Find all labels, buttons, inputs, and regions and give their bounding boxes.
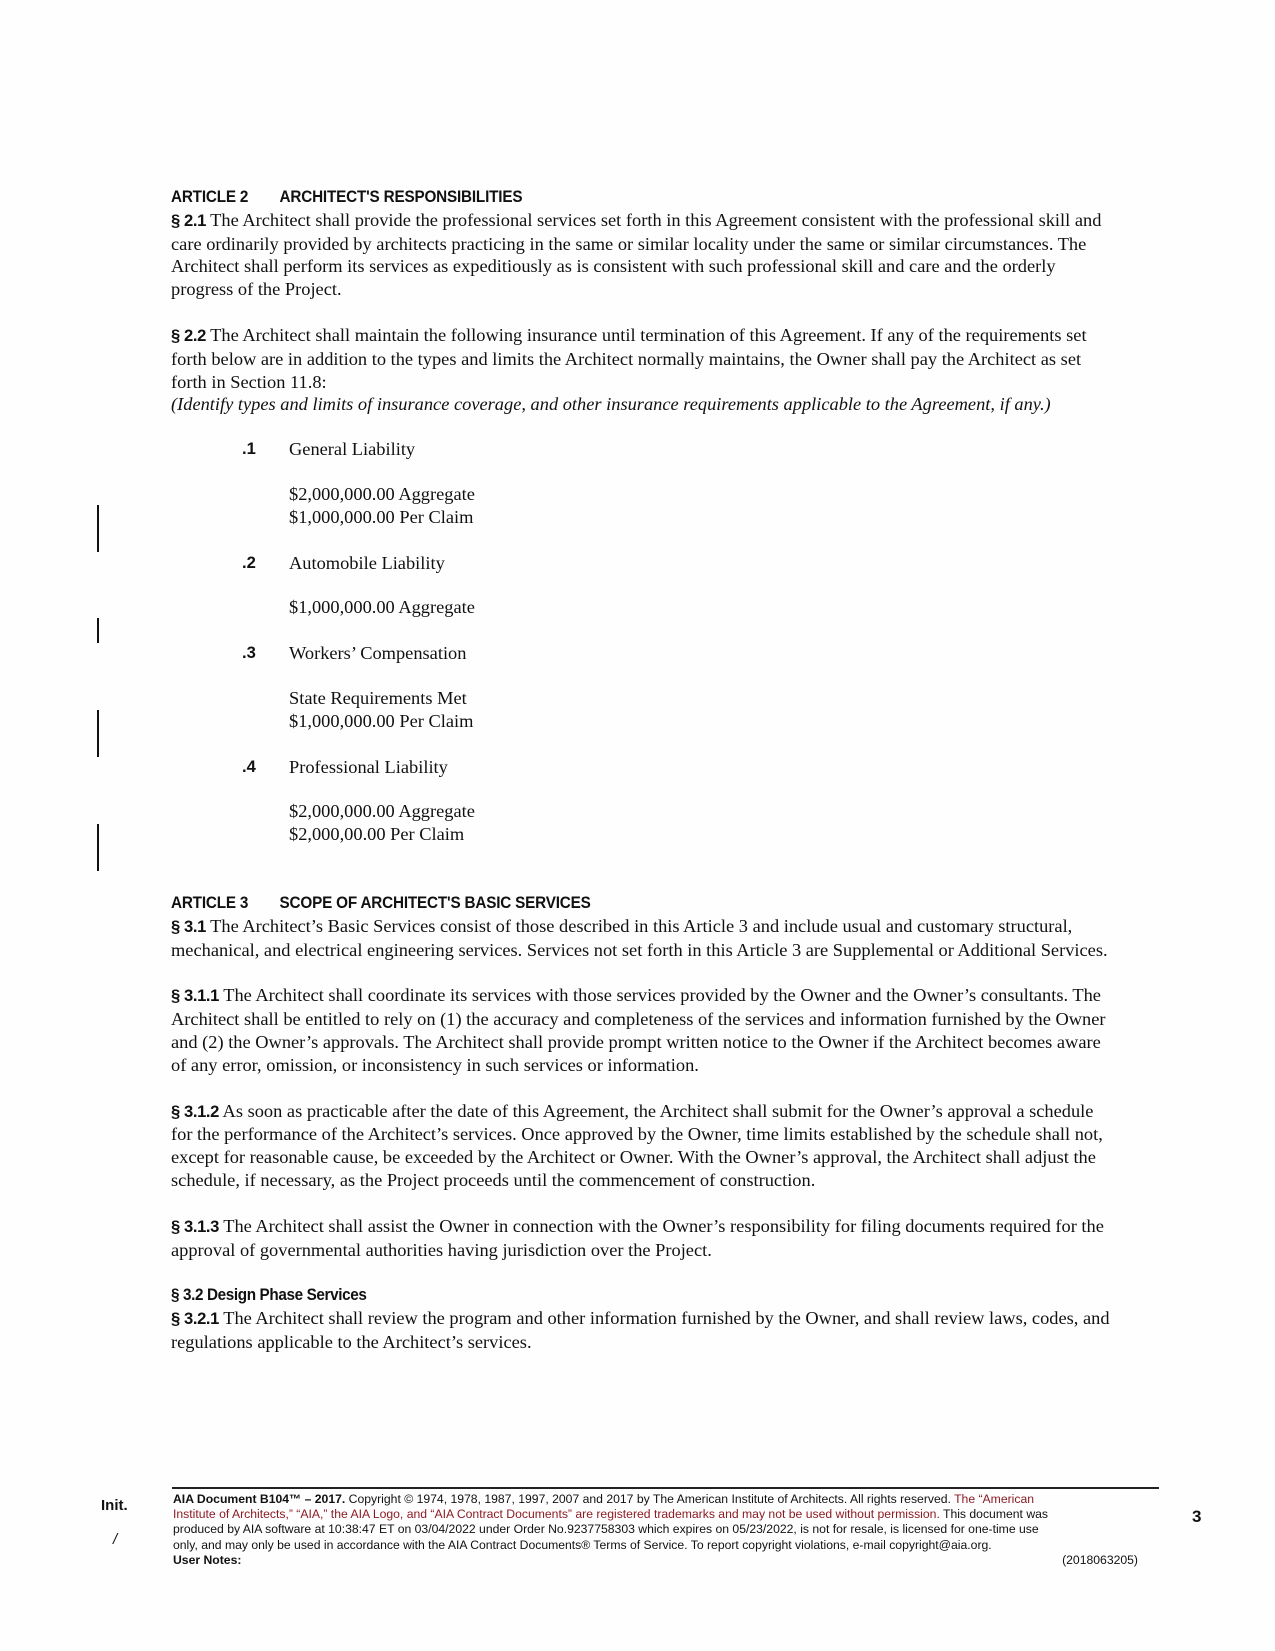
license-text: This document was [939, 1507, 1048, 1522]
section-text: The Architect shall review the program and other information furnished by the Owner, and shall review laws, codes, and regulations applicable to the Architect’s services. [171, 1308, 1110, 1352]
section-2-2 [171, 324, 1111, 393]
section-label: § 3.2.1 [171, 1309, 219, 1329]
footer-line-3: produced by AIA software at 10:38:47 ET on 03/04/2022 under Order No.9237758303 which expires on 05/23/2022, is not for resale, is licensed for one-time use [173, 1522, 1039, 1537]
section-3-2-heading: § 3.2 Design Phase Services [171, 1285, 367, 1305]
insurance-item [171, 438, 1111, 528]
trademark-notice: Institute of Architects,” “AIA,” the AIA Logo, and “AIA Contract Documents” are registered trademarks and may not be used without permission. [173, 1507, 940, 1522]
footer-line-4: only, and may only be used in accordance with the AIA Contract Documents® Terms of Service. To report copyright violations, e-mail copyright@aia.org. [173, 1537, 992, 1552]
section-label: § 3.1 [171, 916, 206, 936]
insurance-limit: $2,000,00.00 Per Claim [289, 824, 465, 845]
insurance-limit: State Requirements Met [289, 687, 467, 708]
document-name: AIA Document B104™ – 2017. [173, 1492, 346, 1506]
initials-slash: / [113, 1531, 118, 1548]
document-code: (2018063205) [1062, 1552, 1138, 1567]
document-body [171, 186, 1111, 1354]
section-label: § 2.2 [171, 325, 206, 345]
section-text: The Architect shall maintain the following insurance until termination of this Agreement. If any of the requirements set forth below are in addition to the types and limits the Architect normally maintains, the Owner shall pay the Architect as set forth in Section 11.8: [171, 324, 1087, 392]
section-3-1 [171, 915, 1111, 962]
insurance-limit: $2,000,000.00 Aggregate [289, 801, 475, 822]
section-label: § 2.1 [171, 210, 206, 230]
trademark-notice: The “American [954, 1492, 1035, 1506]
section-text: The Architect shall assist the Owner in connection with the Owner’s responsibility for filing documents required for the approval of governmental authorities having jurisdiction over the Project. [171, 1215, 1104, 1260]
user-notes-label: User Notes: [173, 1552, 242, 1567]
initials-label: Init. [101, 1497, 128, 1514]
article-number: ARTICLE 2 [171, 187, 249, 206]
insurance-item [171, 552, 1111, 620]
insurance-item-number: .3 [242, 643, 256, 663]
section-text: The Architect’s Basic Services consist of those described in this Article 3 and include usual and customary structural, mechanical, and electrical engineering services. Services not set forth in this Article 3 are Supplemental or Additional Services. [171, 915, 1108, 960]
article-number: ARTICLE 3 [171, 892, 249, 912]
insurance-limit: $1,000,000.00 Aggregate [289, 597, 475, 618]
revision-bar [97, 710, 99, 757]
section-label: § 3.1.1 [171, 986, 219, 1006]
insurance-item [171, 756, 1111, 846]
section-text: The Architect shall provide the professional services set forth in this Agreement consistent with the professional skill and care ordinarily provided by architects practicing in the same or similar locality under the same or similar circumstances. The Architect shall perform its services as expeditiously as is consistent with such professional skill and care and the orderly progress of the Project. [171, 209, 1102, 300]
page-number: 3 [1192, 1507, 1202, 1526]
article-3-heading [171, 892, 1036, 915]
section-2-2-instruction: (Identify types and limits of insurance coverage, and other insurance requirements applicable to the Agreement, if any.) [171, 394, 1051, 415]
insurance-limits [289, 687, 1111, 733]
section-3-2-1 [171, 1307, 1111, 1354]
insurance-limits [289, 596, 1111, 619]
insurance-item-number: .4 [242, 756, 256, 776]
insurance-type: Automobile Liability [289, 552, 445, 573]
article-title: SCOPE OF ARCHITECT'S BASIC SERVICES [279, 892, 591, 912]
footer-line-5 [173, 1553, 1138, 1568]
section-text: The Architect shall coordinate its services with those services provided by the Owner and the Owner’s consultants. The Architect shall be entitled to rely on (1) the accuracy and completeness of the services and information furnished by the Owner and (2) the Owner’s approvals. The Architect shall provide prompt written notice to the Owner if the Architect becomes aware of any error, omission, or inconsistency in such services or information. [171, 985, 1106, 1075]
insurance-item-number: .2 [242, 552, 256, 572]
insurance-type: General Liability [289, 439, 416, 460]
section-label: § 3.1.2 [171, 1101, 219, 1121]
article-title: ARCHITECT'S RESPONSIBILITIES [279, 187, 523, 206]
insurance-limits [289, 483, 1111, 529]
insurance-item [171, 642, 1111, 732]
section-2-1 [171, 209, 1111, 301]
insurance-limit: $2,000,000.00 Aggregate [289, 483, 475, 504]
section-3-1-3 [171, 1215, 1111, 1262]
article-2-heading [171, 186, 1036, 209]
section-label: § 3.1.3 [171, 1216, 219, 1236]
insurance-limit: $1,000,000.00 Per Claim [289, 506, 474, 527]
footer-divider [172, 1487, 1159, 1489]
section-3-1-1 [171, 984, 1111, 1076]
revision-bar [97, 824, 99, 871]
revision-bar [97, 618, 99, 643]
revision-bar [97, 505, 99, 552]
footer-line-1 [173, 1492, 1158, 1507]
insurance-item-number: .1 [242, 439, 256, 459]
section-3-1-2 [171, 1100, 1111, 1192]
insurance-type: Professional Liability [289, 756, 448, 777]
insurance-limit: $1,000,000.00 Per Claim [289, 710, 474, 731]
copyright-footer [173, 1492, 1158, 1568]
insurance-type: Workers’ Compensation [289, 643, 467, 664]
footer-line-2 [173, 1507, 1158, 1522]
insurance-limits [289, 800, 1111, 846]
copyright-text: Copyright © 1974, 1978, 1987, 1997, 2007 and 2017 by The American Institute of Architects. All rights reserved. [345, 1492, 955, 1506]
section-text: As soon as practicable after the date of this Agreement, the Architect shall submit for the Owner’s approval a schedule for the performance of the Architect’s services. Once approved by the Owner, time limits established by the schedule shall not, except for reasonable cause, be exceeded by the Architect or Owner. With the Owner’s approval, the Architect shall adjust the schedule, if necessary, as the Project proceeds until the commencement of construction. [171, 1100, 1103, 1190]
insurance-list [171, 438, 1111, 846]
